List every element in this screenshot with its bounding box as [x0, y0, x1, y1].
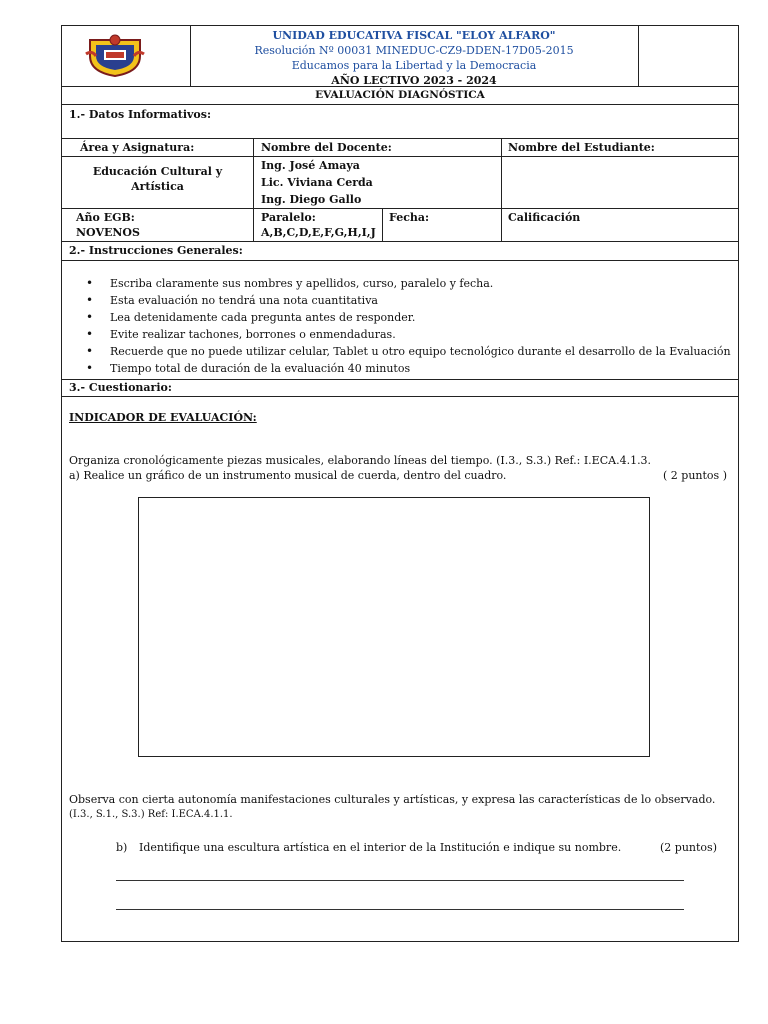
grade-cell	[76, 209, 246, 241]
instruction-item: • Esta evaluación no tendrá una nota cuantitativa	[84, 292, 731, 309]
student-label: Nombre del Estudiante:	[508, 141, 655, 154]
school-year: AÑO LECTIVO 2023 - 2024	[331, 74, 497, 87]
area-label: Área y Asignatura:	[80, 141, 195, 154]
grade-value: NOVENOS	[76, 226, 140, 239]
teacher-name: Ing. Diego Gallo	[261, 193, 362, 206]
resolution-text: Resolución Nº 00031 MINEDUC-CZ9-DDEN-17D05-2015	[254, 44, 574, 57]
points-a: ( 2 puntos )	[663, 469, 727, 482]
section1-title: 1.- Datos Informativos:	[69, 108, 212, 121]
motto-text: Educamos para la Libertad y la Democracia	[291, 59, 537, 72]
school-name: UNIDAD EDUCATIVA FISCAL "ELOY ALFARO"	[272, 29, 556, 42]
answer-line[interactable]	[116, 880, 684, 881]
info-values-row	[62, 157, 738, 209]
teacher-label: Nombre del Docente:	[261, 141, 392, 154]
date-cell[interactable]	[389, 209, 499, 241]
section3-title-row	[62, 380, 738, 397]
indicator2-line1: Observa con cierta autonomía manifestaciones culturales y artísticas, y expresa las características de lo observado.	[69, 793, 716, 806]
exam-title-row	[62, 87, 738, 105]
instruction-item: • Escriba claramente sus nombres y apellidos, curso, paralelo y fecha.	[84, 275, 731, 292]
date-label: Fecha:	[389, 211, 430, 224]
drawing-box[interactable]	[138, 497, 650, 757]
school-crest-icon	[84, 34, 146, 78]
teacher-name: Ing. José Amaya	[261, 159, 360, 172]
grade-row	[62, 209, 738, 242]
grade-label: Año EGB:	[76, 211, 135, 224]
instructions-list	[84, 275, 731, 377]
indicator-heading: INDICADOR DE EVALUACIÓN:	[69, 411, 257, 424]
subject-line2: Artística	[131, 180, 184, 193]
instructions-row	[62, 261, 738, 380]
question-b-letter: b)	[116, 841, 128, 854]
parallel-value: A,B,C,D,E,F,G,H,I,J	[261, 226, 376, 239]
info-labels-row	[62, 139, 738, 157]
subject-cell	[62, 157, 253, 208]
instruction-item: • Tiempo total de duración de la evaluación 40 minutos	[84, 360, 731, 377]
subject-line1: Educación Cultural y	[92, 165, 223, 178]
teachers-cell	[261, 157, 491, 208]
section2-title-row	[62, 242, 738, 261]
instruction-item: • Evite realizar tachones, borrones o enmendaduras.	[84, 326, 731, 343]
question-b: Identifique una escultura artística en el interior de la Institución e indique su nombre.	[139, 841, 622, 854]
header-row	[62, 26, 738, 87]
indicator2-line2: (I.3., S.1., S.3.) Ref: I.ECA.4.1.1.	[69, 809, 233, 820]
score-cell[interactable]	[508, 209, 738, 241]
header-titles	[190, 26, 638, 86]
logo-cell	[62, 26, 190, 86]
indicator1-text: Organiza cronológicamente piezas musicales, elaborando líneas del tiempo. (I.3., S.3.) Ref.: I.ECA.4.1.3.	[69, 454, 652, 467]
teacher-name: Lic. Viviana Cerda	[261, 176, 373, 189]
question-a: a) Realice un gráfico de un instrumento musical de cuerda, dentro del cuadro.	[69, 469, 507, 482]
student-name-field[interactable]	[502, 157, 738, 208]
instruction-item: • Recuerde que no puede utilizar celular, Tablet u otro equipo tecnológico durante el desarrollo de la Evaluación	[84, 343, 731, 360]
section1-title-row	[62, 105, 738, 139]
section2-title: 2.- Instrucciones Generales:	[69, 244, 243, 257]
section3-title: 3.- Cuestionario:	[69, 381, 172, 394]
exam-title: EVALUACIÓN DIAGNÓSTICA	[315, 89, 485, 101]
score-label: Calificación	[508, 211, 581, 224]
answer-line[interactable]	[116, 909, 684, 910]
parallel-cell	[261, 209, 379, 241]
instruction-item: • Lea detenidamente cada pregunta antes de responder.	[84, 309, 731, 326]
exam-sheet	[61, 25, 739, 942]
points-b: (2 puntos)	[660, 841, 717, 854]
parallel-label: Paralelo:	[261, 211, 316, 224]
